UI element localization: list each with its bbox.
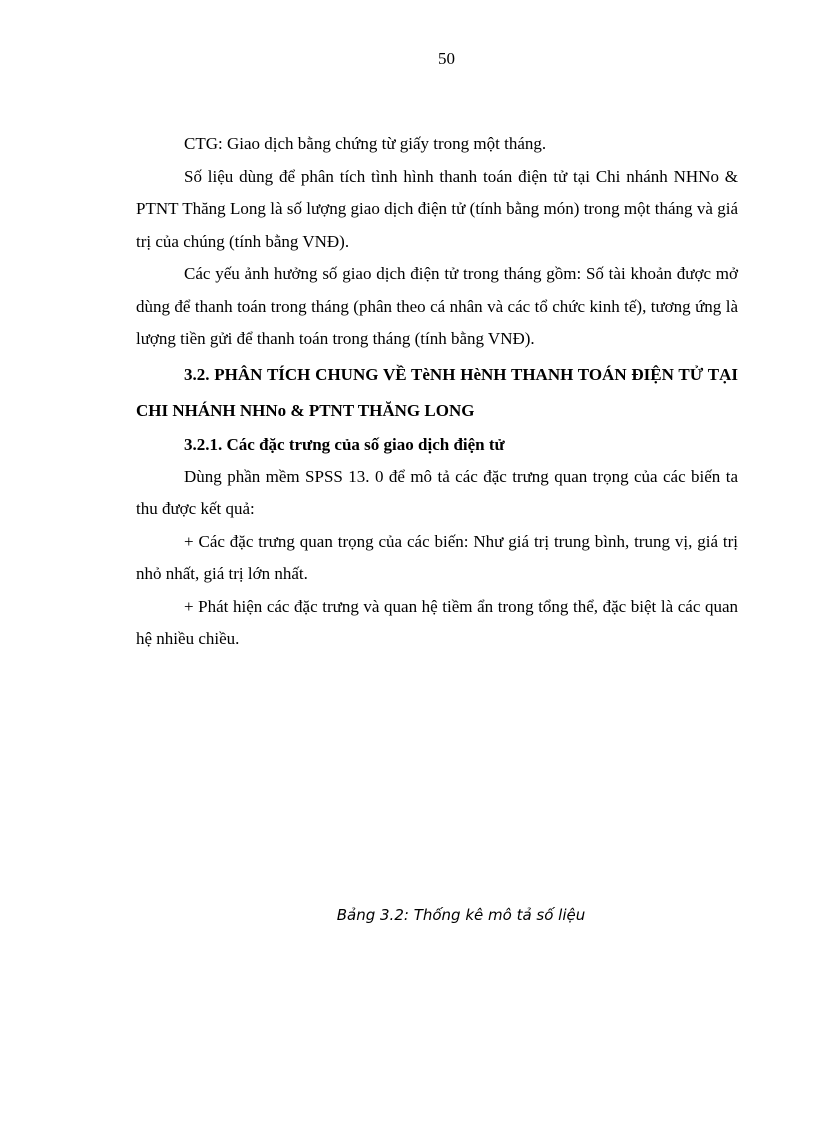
paragraph-influencing-factors: Các yếu ảnh hưởng số giao dịch điện tử trong tháng gồm: Số tài khoản được mở dùng để thanh toán trong tháng (phân theo cá nhân và các tổ chức kinh tế), tương ứng là lượng tiền gửi để thanh toán trong tháng (tính bằng VNĐ). — [136, 264, 738, 348]
paragraph-data-description: Số liệu dùng để phân tích tình hình thanh toán điện tử tại Chi nhánh NHNo & PTNT Thăng Long là số lượng giao dịch điện tử (tính bằng món) trong một tháng và giá trị của chúng (tính bằng VNĐ). — [136, 166, 738, 251]
document-body — [136, 128, 738, 656]
page-number: 50 — [438, 49, 455, 68]
paragraph-spss: Dùng phần mềm SPSS 13. 0 để mô tả các đặc trưng quan trọng của các biến ta thu được kết quả: — [136, 466, 738, 518]
subsection-heading: 3.2.1. Các đặc trưng của số giao dịch điện tử — [184, 434, 505, 454]
paragraph-bullet-relationships: + Phát hiện các đặc trưng và quan hệ tiềm ẩn trong tổng thể, đặc biệt là các quan hệ nhiều chiều. — [136, 596, 738, 648]
paragraph-ctg: CTG: Giao dịch bằng chứng từ giấy trong một tháng. — [184, 134, 547, 153]
table-caption: Bảng 3.2: Thống kê mô tả số liệu — [336, 906, 586, 924]
section-heading: 3.2. PHÂN TÍCH CHUNG VỀ TèNH HèNH THANH TOÁN ĐIỆN TỬ TẠI CHI NHÁNH NHNo & PTNT THĂNG LONG — [136, 364, 738, 420]
paragraph-bullet-characteristics: + Các đặc trưng quan trọng của các biến: Như giá trị trung bình, trung vị, giá trị nhỏ nhất, giá trị lớn nhất. — [136, 531, 738, 583]
